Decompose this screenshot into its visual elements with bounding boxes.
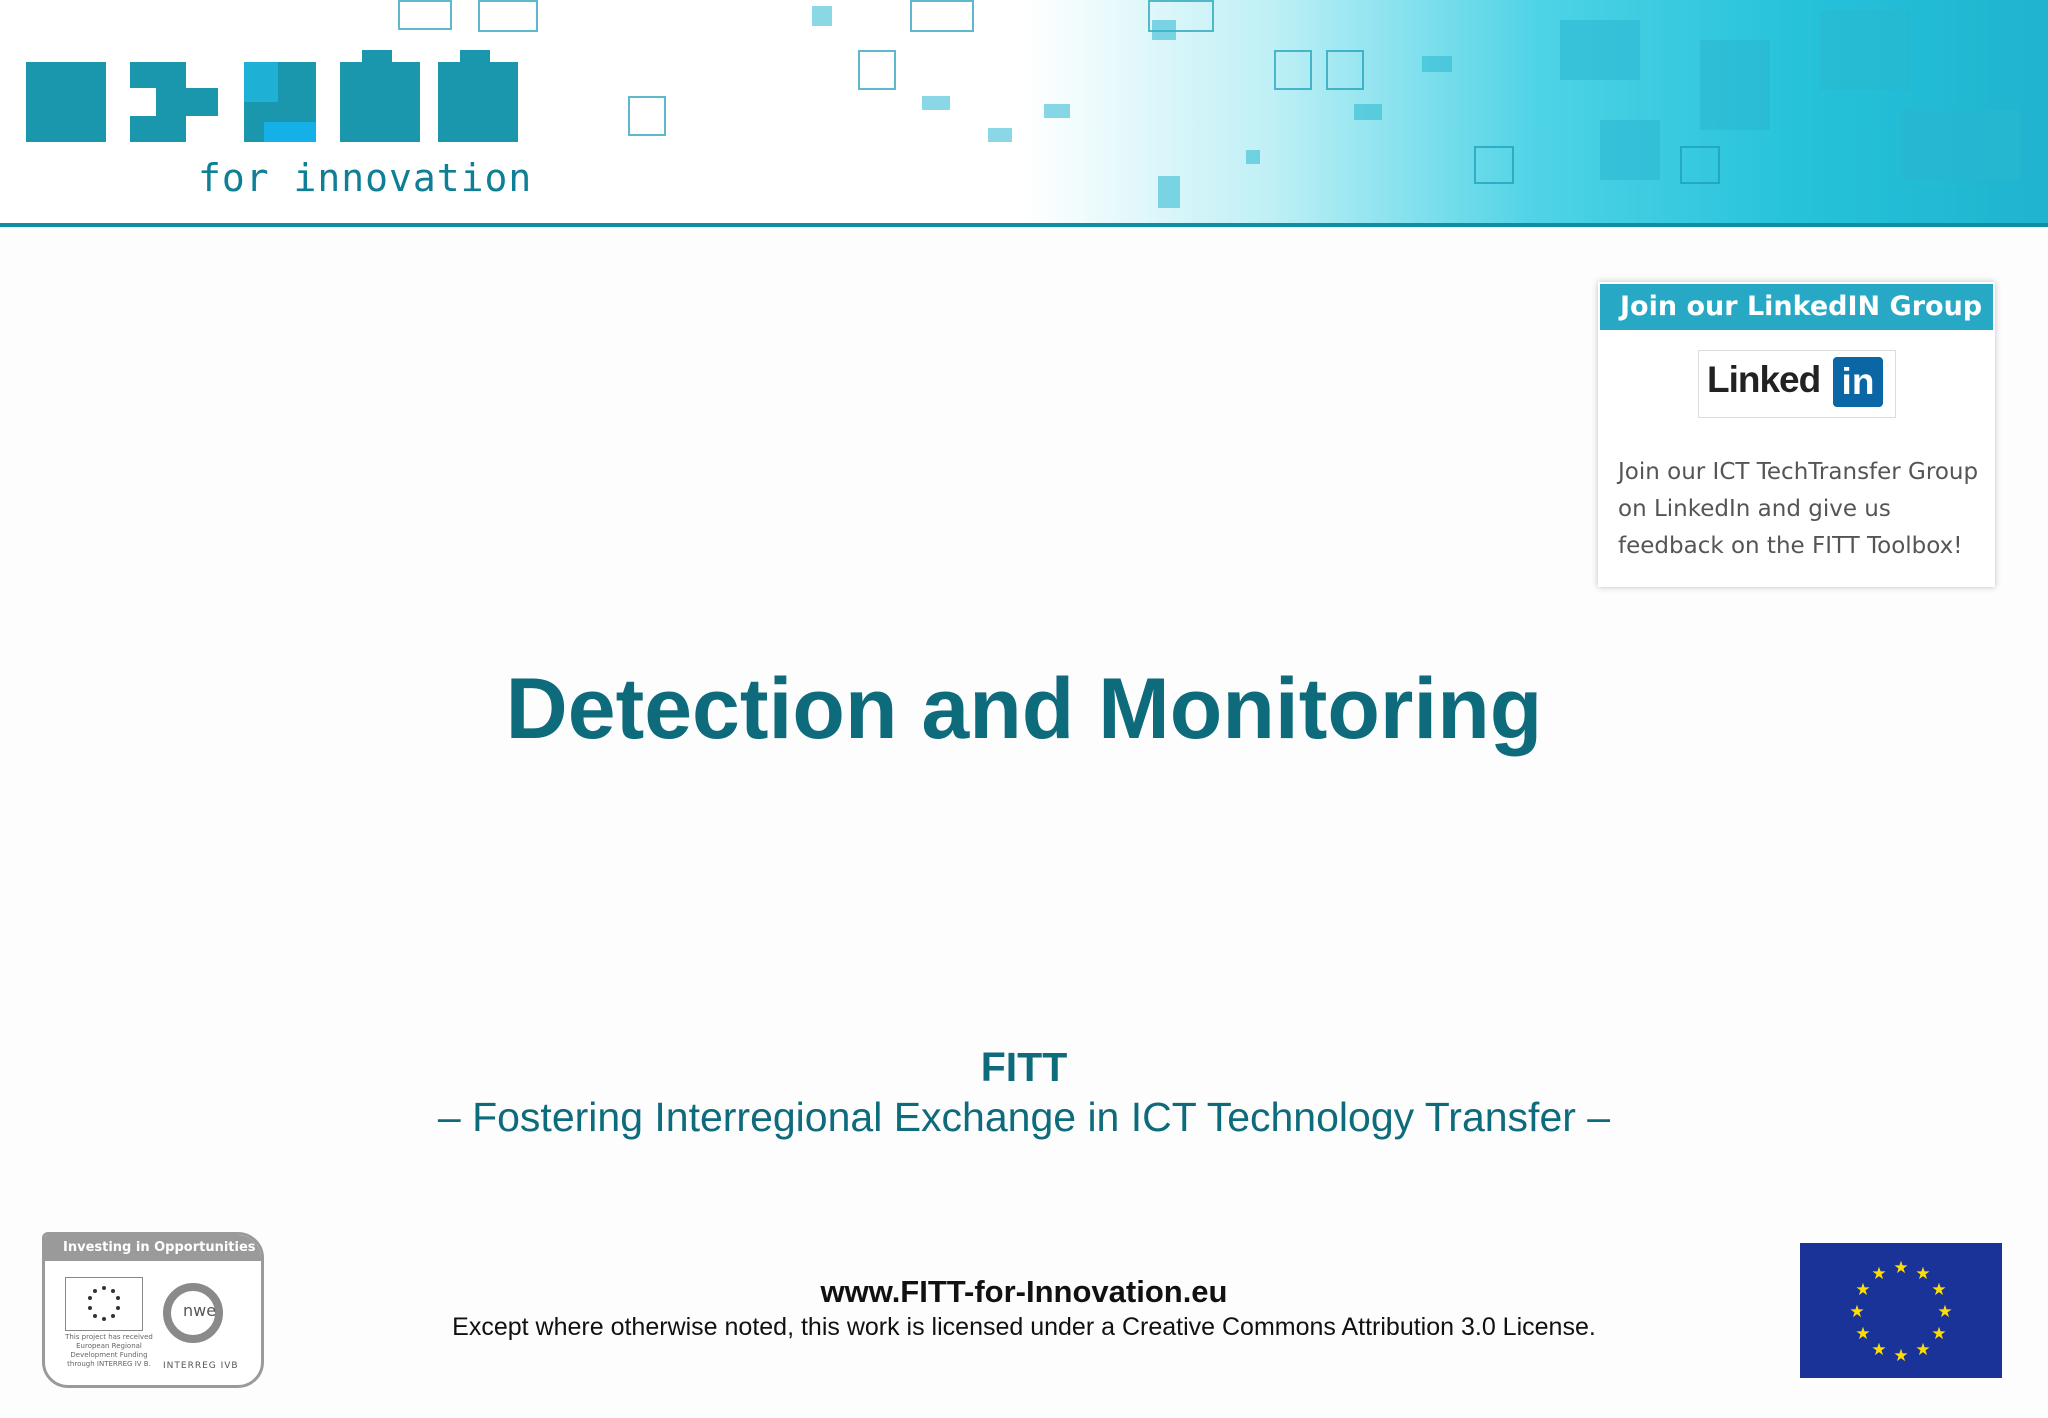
svg-text:★: ★	[1931, 1324, 1947, 1344]
fitt-logo	[0, 0, 560, 223]
header-divider	[0, 223, 2048, 227]
decorative-tile	[628, 96, 666, 136]
linkedin-panel-text: Join our ICT TechTransfer Group on LinkedIn and give us feedback on the FITT Toolbox!	[1618, 459, 1979, 559]
decorative-tile	[1158, 176, 1180, 208]
linkedin-logo[interactable]	[1698, 350, 1896, 418]
decorative-tile	[1560, 20, 1640, 80]
svg-text:★: ★	[1855, 1324, 1871, 1344]
website-url[interactable]: www.FITT-for-Innovation.eu	[820, 1274, 1228, 1309]
linkedin-in-icon: in	[1833, 357, 1883, 407]
svg-text:★: ★	[1893, 1346, 1909, 1366]
eu-flag-small-icon	[65, 1277, 143, 1331]
decorative-tile	[1274, 50, 1312, 90]
nwe-mark: nwe	[183, 1301, 217, 1320]
decorative-tile	[910, 0, 974, 32]
slide-title: Detection and Monitoring	[505, 661, 1543, 757]
decorative-tile	[858, 50, 896, 90]
svg-text:★: ★	[1937, 1302, 1953, 1322]
nwe-funding-note: This project has received European Regional Development Funding through INTERREG IV B.	[65, 1333, 153, 1368]
project-name: FITT	[980, 1044, 1068, 1090]
header-banner	[0, 0, 2048, 223]
decorative-tile	[1246, 150, 1260, 164]
decorative-tile	[1354, 104, 1382, 120]
decorative-tile	[1680, 146, 1720, 184]
decorative-tile	[1044, 104, 1070, 118]
svg-text:★: ★	[1849, 1302, 1865, 1322]
eu-flag-icon	[1800, 1243, 2002, 1378]
decorative-tile	[1422, 56, 1452, 72]
nwe-badge-banner: Investing in Opportunities	[45, 1235, 261, 1261]
svg-text:★: ★	[1915, 1340, 1931, 1360]
svg-text:★: ★	[1855, 1280, 1871, 1300]
project-subtitle: – Fostering Interregional Exchange in ICT Technology Transfer –	[437, 1094, 1611, 1140]
svg-text:★: ★	[1871, 1340, 1887, 1360]
decorative-tile	[1326, 50, 1364, 90]
svg-text:★: ★	[1893, 1258, 1909, 1278]
decorative-tile	[812, 6, 832, 26]
linkedin-group-panel[interactable]	[1598, 282, 1995, 587]
linkedin-logo-word: Linked	[1707, 359, 1821, 400]
svg-text:★: ★	[1931, 1280, 1947, 1300]
interreg-nwe-badge	[42, 1232, 264, 1388]
decorative-tile	[1700, 40, 1770, 130]
decorative-tile	[1820, 10, 1910, 90]
linkedin-panel-heading: Join our LinkedIN Group	[1600, 284, 1993, 330]
interreg-label: INTERREG IVB	[163, 1361, 239, 1371]
decorative-tile	[1600, 120, 1660, 180]
decorative-tile	[1152, 20, 1176, 40]
license-notice: Except where otherwise noted, this work is licensed under a Creative Commons Attribution 3.0 License.	[452, 1313, 1596, 1341]
logo-caption: for innovation	[198, 156, 533, 200]
decorative-tile	[1474, 146, 1514, 184]
svg-text:★: ★	[1915, 1264, 1931, 1284]
decorative-tile	[988, 128, 1012, 142]
svg-text:★: ★	[1871, 1264, 1887, 1284]
decorative-tile	[1900, 110, 2020, 180]
decorative-tile	[922, 96, 950, 110]
